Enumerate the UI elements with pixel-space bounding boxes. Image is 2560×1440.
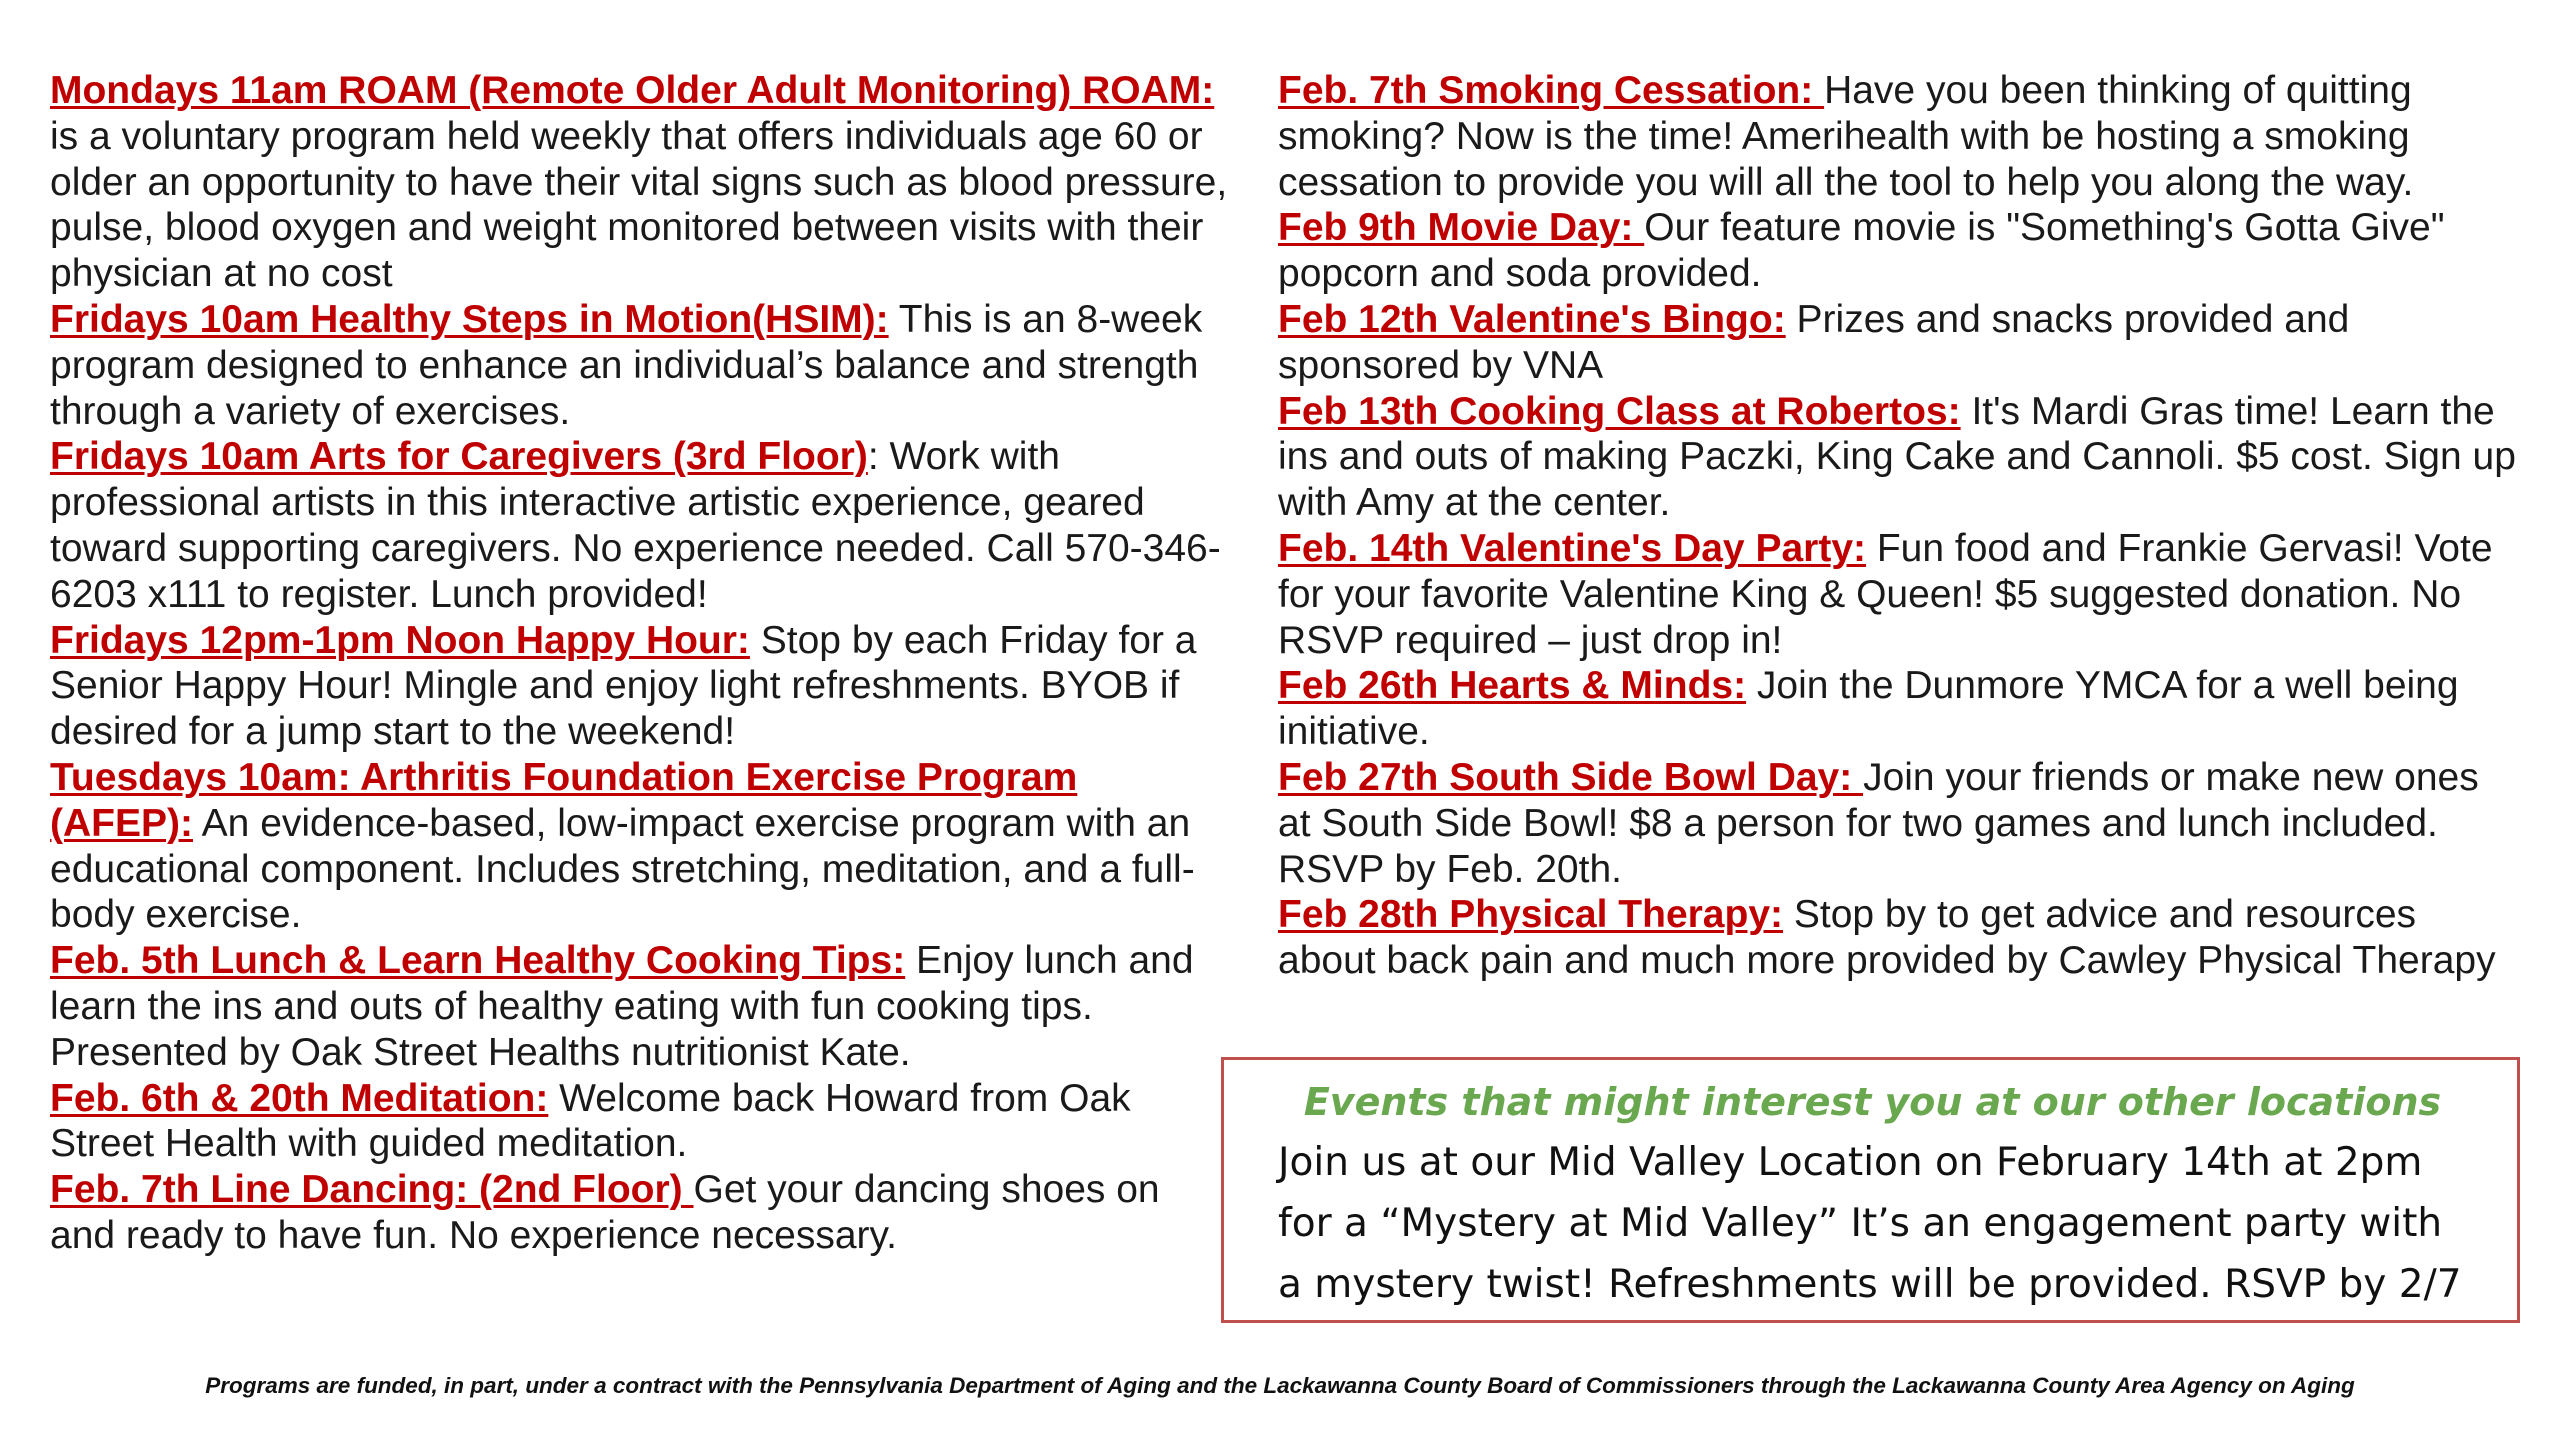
entry-description: Fun food and Frankie Gervasi! Vote for your favorite Valentine King & Queen! $5 suggested donation. No RSVP required – just drop in!: [1278, 526, 2493, 662]
entry-description: Stop by each Friday for a Senior Happy Hour! Mingle and enjoy light refreshments. BYOB if desired for a jump start to the weekend!: [50, 618, 1197, 754]
program-entry-meditation: [50, 1076, 1230, 1168]
program-entry-afep: [50, 755, 1230, 938]
entry-heading: Fridays 12pm-1pm Noon Happy Hour:: [50, 618, 750, 662]
callout-body: Join us at our Mid Valley Location on February 14th at 2pm for a “Mystery at Mid Valley” It’s an engagement party with a mystery twist! Refreshments will be provided. RSVP by 2/7: [1278, 1140, 2462, 1307]
entry-heading: Feb. 7th Line Dancing: (2nd Floor): [50, 1168, 694, 1212]
entry-heading: Feb. 6th & 20th Meditation:: [50, 1076, 549, 1120]
entry-description: Have you been thinking of quitting smoking? Now is the time! Amerihealth with be hosting a smoking cessation to provide you will all the tool to help you along the way.: [1278, 69, 2414, 204]
entry-description: : Work with professional artists in this interactive artistic experience, geared toward supporting caregivers. No experience needed. Call 570-346-6203 x111 to register. Lunch provided!: [50, 435, 1221, 616]
entry-description: Our feature movie is "Something's Gotta Give" popcorn and soda provided.: [1278, 206, 2445, 296]
event-entry-cooking-class: [1278, 389, 2518, 526]
event-entry-valentines-party: [1278, 526, 2518, 663]
entry-heading: Feb 13th Cooking Class at Robertos:: [1278, 389, 1961, 433]
event-entry-valentines-bingo: [1278, 297, 2518, 389]
entry-heading: Mondays 11am ROAM (Remote Older Adult Monitoring) ROAM:: [50, 69, 1215, 112]
entry-description: It's Mardi Gras time! Learn the ins and outs of making Paczki, King Cake and Cannoli. $5 cost. Sign up with Amy at the center.: [1278, 389, 2516, 525]
entry-description: is a voluntary program held weekly that offers individuals age 60 or older an opportunity to have their vital signs such as blood pressure, pulse, blood oxygen and weight monitored between visits with their physician at no cost: [50, 114, 1228, 296]
entry-heading: Fridays 10am Arts for Caregivers (3rd Floor): [50, 435, 868, 479]
entry-heading: Feb 12th Valentine's Bingo:: [1278, 297, 1786, 341]
entry-heading: Feb. 5th Lunch & Learn Healthy Cooking Tips:: [50, 939, 906, 983]
program-entry-happy-hour: [50, 618, 1230, 755]
program-entry-arts-caregivers: [50, 434, 1230, 617]
entry-description: Join the Dunmore YMCA for a well being initiative.: [1278, 664, 2459, 754]
event-entry-smoking-cessation: [1278, 68, 2518, 205]
event-entry-bowl-day: [1278, 755, 2518, 892]
entry-heading: Feb. 14th Valentine's Day Party:: [1278, 526, 1866, 570]
entry-heading: Feb 9th Movie Day:: [1278, 206, 1645, 250]
left-column: [50, 68, 1230, 1259]
callout-title: Events that might interest you at our other locations: [1303, 1080, 2442, 1124]
entry-heading: Feb 27th South Side Bowl Day:: [1278, 755, 1864, 799]
entry-description: Get your dancing shoes on and ready to have fun. No experience necessary.: [50, 1168, 1160, 1257]
event-entry-movie-day: [1278, 205, 2518, 297]
right-column: [1278, 68, 2518, 984]
program-entry-hsim: [50, 297, 1230, 434]
entry-description: This is an 8-week program designed to enhance an individual’s balance and strength through a variety of exercises.: [50, 297, 1203, 433]
program-entry-roam: [50, 68, 1230, 297]
entry-description: An evidence-based, low-impact exercise program with an educational component. Includes stretching, meditation, and a full-body exercise.: [50, 801, 1195, 937]
entry-description: Prizes and snacks provided and sponsored by VNA: [1278, 297, 2350, 387]
entry-heading: Feb 28th Physical Therapy:: [1278, 893, 1784, 937]
entry-description: Welcome back Howard from Oak Street Health with guided meditation.: [50, 1076, 1131, 1166]
event-entry-physical-therapy: [1278, 892, 2518, 984]
entry-heading: Fridays 10am Healthy Steps in Motion(HSIM):: [50, 297, 889, 341]
other-locations-callout: [1221, 1057, 2520, 1323]
funding-footer: Programs are funded, in part, under a contract with the Pennsylvania Department of Aging and the Lackawanna County Board of Commissioners through the Lackawanna County Area Agency on Aging: [205, 1373, 2355, 1398]
entry-heading: Tuesdays 10am: Arthritis Foundation Exercise Program (AFEP):: [50, 755, 1078, 845]
event-entry-hearts-minds: [1278, 663, 2518, 755]
entry-description: Stop by to get advice and resources about back pain and much more provided by Cawley Physical Therapy: [1278, 893, 2496, 983]
entry-heading: Feb 26th Hearts & Minds:: [1278, 664, 1747, 708]
program-entry-lunch-learn: [50, 938, 1230, 1075]
entry-heading: Feb. 7th Smoking Cessation:: [1278, 69, 1825, 112]
program-entry-line-dancing: [50, 1167, 1230, 1259]
entry-description: Enjoy lunch and learn the ins and outs of healthy eating with fun cooking tips. Presented by Oak Street Healths nutritionist Kate.: [50, 939, 1194, 1074]
entry-description: Join your friends or make new ones at South Side Bowl! $8 a person for two games and lunch included. RSVP by Feb. 20th.: [1278, 755, 2479, 891]
